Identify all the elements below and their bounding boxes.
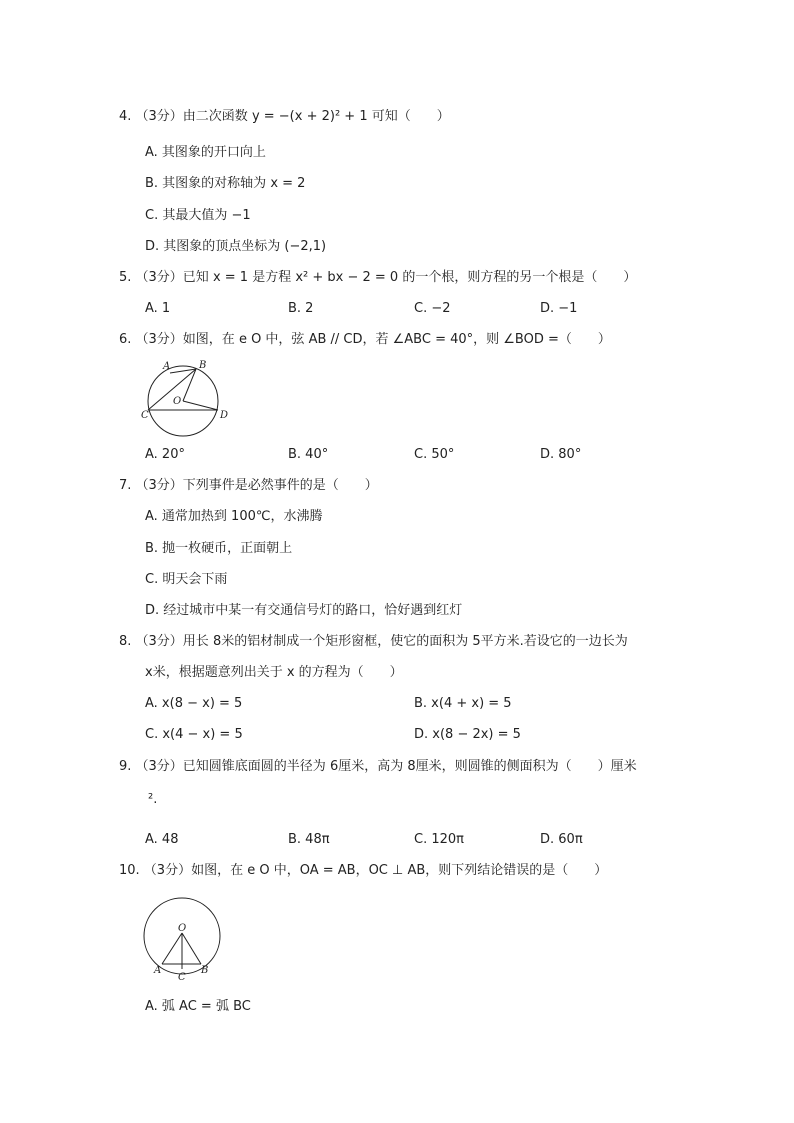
- q10-segment-ob: [182, 933, 201, 964]
- q6-segment-bc: [148, 369, 196, 410]
- q10-label-b: B: [201, 965, 209, 976]
- q9-option-a: A. 48: [145, 832, 179, 847]
- q5-option-d: D. −1: [540, 301, 578, 316]
- q9-stem-line1: 9. （3分）已知圆锥底面圆的半径为 6厘米，高为 8厘米，则圆锥的侧面积为（ ）厘米: [119, 759, 637, 774]
- q4-option-d: D. 其图象的顶点坐标为 (−2,1): [145, 239, 327, 254]
- q8-stem-line2: x米，根据题意列出关于 x 的方程为（ ）: [145, 665, 403, 680]
- q6-option-a: A. 20°: [145, 447, 185, 462]
- q6-stem: 6. （3分）如图，在 e O 中，弦 AB // CD，若 ∠ABC = 40°，则 ∠BOD =（ ）: [119, 332, 611, 347]
- q10-stem: 10. （3分）如图，在 e O 中，OA = AB，OC ⊥ AB，则下列结论错误的是（ ）: [119, 863, 608, 878]
- q9-option-d: D. 60π: [540, 832, 583, 847]
- q6-radius-od: [183, 401, 218, 410]
- q7-option-a: A. 通常加热到 100℃，水沸腾: [145, 509, 323, 524]
- q6-label-c: C: [141, 410, 149, 421]
- q5-option-a: A. 1: [145, 301, 171, 316]
- q4-option-a: A. 其图象的开口向上: [145, 145, 266, 160]
- q6-option-b: B. 40°: [288, 447, 329, 462]
- q6-circle-figure: [140, 358, 235, 438]
- q10-label-o: O: [178, 923, 187, 934]
- q7-option-d: D. 经过城市中某一有交通信号灯的路口，恰好遇到红灯: [145, 603, 463, 618]
- q5-option-c: C. −2: [414, 301, 451, 316]
- q9-option-b: B. 48π: [288, 832, 330, 847]
- q8-option-b: B. x(4 + x) = 5: [414, 696, 512, 711]
- q7-option-b: B. 抛一枚硬币，正面朝上: [145, 541, 293, 556]
- q4-option-b: B. 其图象的对称轴为 x = 2: [145, 176, 306, 191]
- q10-label-c: C: [178, 972, 186, 983]
- q6-option-c: C. 50°: [414, 447, 455, 462]
- q10-circle-figure: [138, 894, 228, 986]
- q10-segment-oa: [162, 933, 182, 964]
- q8-option-c: C. x(4 − x) = 5: [145, 727, 243, 742]
- q6-option-d: D. 80°: [540, 447, 582, 462]
- q6-label-a: A: [163, 361, 171, 372]
- q10-option-a: A. 弧 AC = 弧 BC: [145, 999, 251, 1014]
- q9-option-c: C. 120π: [414, 832, 464, 847]
- q8-option-a: A. x(8 − x) = 5: [145, 696, 243, 711]
- q6-label-o: O: [173, 396, 182, 407]
- q8-stem-line1: 8. （3分）用长 8米的铝材制成一个矩形窗框，使它的面积为 5平方米.若设它的一边长为: [119, 634, 628, 649]
- q10-label-a: A: [154, 965, 162, 976]
- q7-stem: 7. （3分）下列事件是必然事件的是（ ）: [119, 478, 378, 493]
- q6-label-d: D: [220, 410, 229, 421]
- q5-stem: 5. （3分）已知 x = 1 是方程 x² + bx − 2 = 0 的一个根，则方程的另一个根是（ ）: [119, 270, 637, 285]
- q6-label-b: B: [199, 360, 207, 371]
- q8-option-d: D. x(8 − 2x) = 5: [414, 727, 521, 742]
- q9-stem-line2: ².: [148, 792, 158, 807]
- q6-radius-ob: [183, 369, 196, 401]
- q7-option-c: C. 明天会下雨: [145, 572, 228, 587]
- q5-option-b: B. 2: [288, 301, 314, 316]
- q4-option-c: C. 其最大值为 −1: [145, 208, 251, 223]
- q4-stem: 4. （3分）由二次函数 y = −(x + 2)² + 1 可知（ ）: [119, 109, 450, 124]
